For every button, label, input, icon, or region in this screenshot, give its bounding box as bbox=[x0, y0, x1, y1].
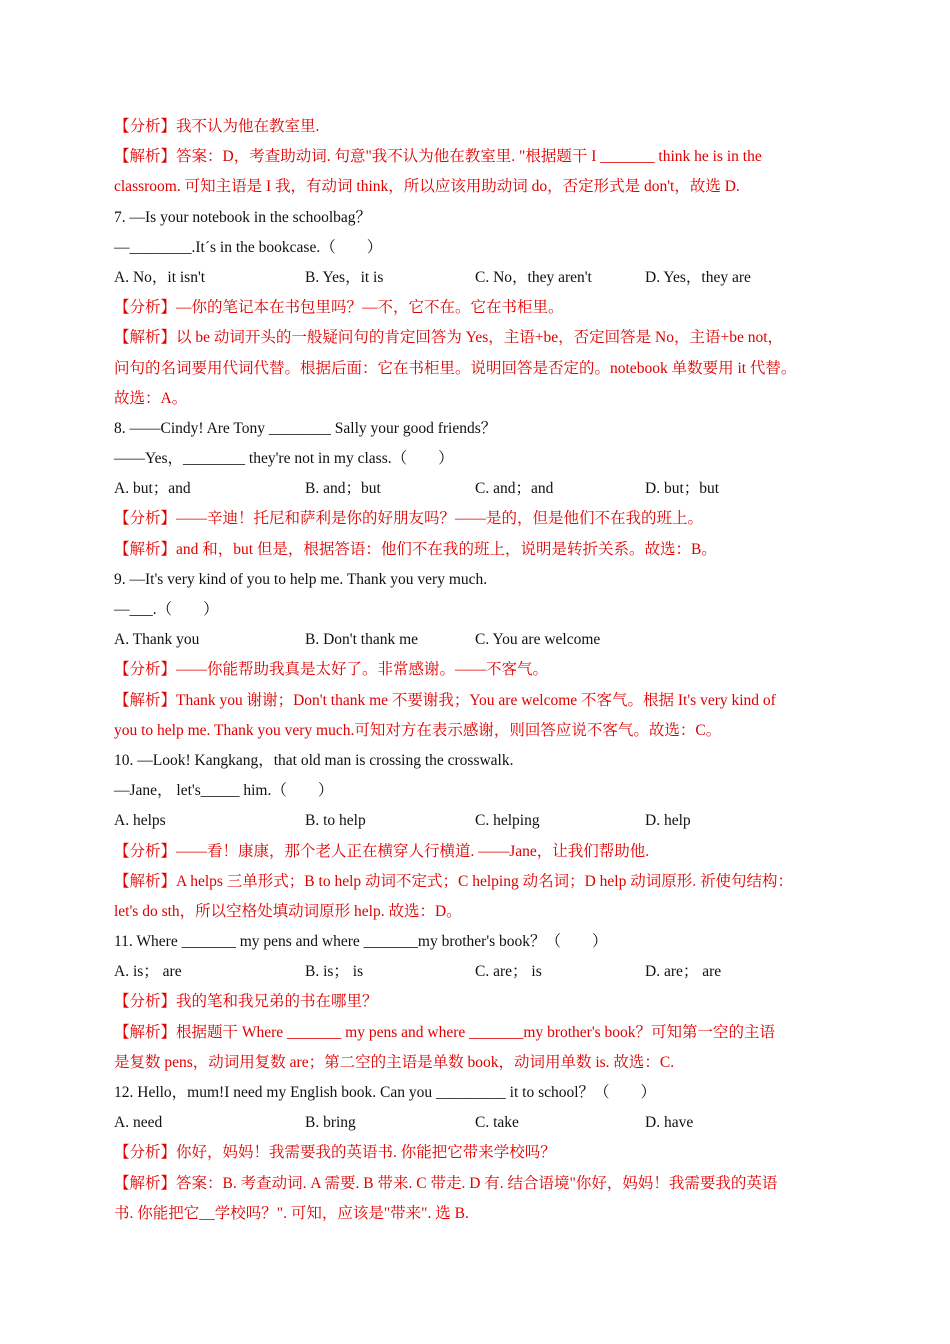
answer-option: C. take bbox=[475, 1114, 519, 1132]
answer-option: B. Yes，it is bbox=[305, 268, 384, 286]
analysis-line: 【解析】答案：B. 考查动词. A 需要. B 带来. C 带走. D 有. 结合语境"你好，妈妈！我需要我的英语 bbox=[114, 1174, 778, 1192]
answer-option: B. bring bbox=[305, 1114, 356, 1132]
analysis-line: 【解析】and 和，but 但是，根据答语：他们不在我的班上，说明是转折关系。故选：B。 bbox=[114, 540, 717, 558]
answer-option: A. need bbox=[114, 1114, 163, 1132]
analysis-line: 【分析】你好，妈妈！我需要我的英语书. 你能把它带来学校吗？ bbox=[114, 1144, 556, 1162]
answer-option: C. You are welcome bbox=[475, 631, 601, 649]
answer-option: C. are； is bbox=[475, 963, 542, 981]
question-line: ——Yes，________ they're not in my class.（ ） bbox=[114, 450, 454, 468]
analysis-line: 是复数 pens，动词用复数 are；第二空的主语是单数 book，动词用单数 is. 故选：C. bbox=[114, 1053, 675, 1071]
analysis-line: 问句的名词要用代词代替。根据后面：它在书柜里。说明回答是否定的。notebook 单数要用 it 代替。 bbox=[114, 359, 797, 377]
analysis-line: 【分析】我不认为他在教室里. bbox=[114, 118, 320, 135]
answer-option: D. Yes，they are bbox=[645, 268, 751, 286]
analysis-line: 【分析】——辛迪！托尼和萨利是你的好朋友吗？——是的，但是他们不在我的班上。 bbox=[114, 510, 704, 528]
answer-option: A. helps bbox=[114, 812, 166, 830]
answer-option: C. and；and bbox=[475, 480, 554, 498]
answer-option: B. and；but bbox=[305, 480, 381, 498]
analysis-line: 【解析】Thank you 谢谢；Don't thank me 不要谢我；You are welcome 不客气。根据 It's very kind of bbox=[114, 691, 776, 709]
question-line: 7. —Is your notebook in the schoolbag？ bbox=[114, 208, 372, 226]
question-line: 8. ——Cindy! Are Tony ________ Sally your good friends？ bbox=[114, 419, 497, 437]
answer-options bbox=[114, 263, 854, 293]
question-line: —___.（ ） bbox=[114, 601, 219, 618]
answer-option: C. helping bbox=[475, 812, 540, 830]
analysis-line: 【分析】——你能帮助我真是太好了。非常感谢。——不客气。 bbox=[114, 661, 549, 679]
answer-option: D. help bbox=[645, 812, 691, 830]
question-line: —Jane， let's_____ him.（ ） bbox=[114, 782, 334, 800]
answer-option: D. are； are bbox=[645, 963, 722, 981]
answer-option: B. Don't thank me bbox=[305, 631, 419, 649]
answer-options bbox=[114, 806, 854, 836]
answer-option: D. but；but bbox=[645, 480, 720, 498]
answer-option: A. No，it isn't bbox=[114, 268, 206, 286]
analysis-line: 【解析】以 be 动词开头的一般疑问句的肯定回答为 Yes，主语+be，否定回答是 No，主语+be not， bbox=[114, 329, 784, 347]
answer-options bbox=[114, 625, 854, 655]
analysis-line: 【解析】答案：D，考查助动词. 句意"我不认为他在教室里. "根据题干 I _______ think he is in the bbox=[114, 148, 762, 166]
answer-option: A. is； are bbox=[114, 963, 182, 981]
analysis-line: 【解析】根据题干 Where _______ my pens and where _______my brother's book？可知第一空的主语 bbox=[114, 1023, 776, 1041]
analysis-line: classroom. 可知主语是 I 我，有动词 think，所以应该用助动词 do，否定形式是 don't，故选 D. bbox=[114, 178, 740, 196]
answer-option: C. No，they aren't bbox=[475, 268, 592, 286]
question-line: 9. —It's very kind of you to help me. Thank you very much. bbox=[114, 570, 488, 588]
question-line: —________.It´s in the bookcase.（ ） bbox=[114, 238, 383, 256]
analysis-line: let's do sth，所以空格处填动词原形 help. 故选：D。 bbox=[114, 902, 462, 920]
analysis-line: you to help me. Thank you very much.可知对方在表示感谢，则回答应说不客气。故选：C。 bbox=[114, 721, 722, 739]
analysis-line: 【解析】A helps 三单形式；B to help 动词不定式；C helping 动名词；D help 动词原形. 祈使句结构： bbox=[114, 872, 793, 890]
analysis-line: 故选：A。 bbox=[114, 389, 188, 407]
question-line: 12. Hello，mum!I need my English book. Can you _________ it to school？（ ） bbox=[114, 1084, 657, 1101]
answer-options bbox=[114, 474, 854, 504]
analysis-line: 书. 你能把它__学校吗？". 可知，应该是"带来". 选 B. bbox=[114, 1204, 469, 1222]
analysis-line: 【分析】——看！康康，那个老人正在横穿人行横道. ——Jane，让我们帮助他. bbox=[114, 842, 650, 860]
answer-option: D. have bbox=[645, 1114, 694, 1132]
answer-options bbox=[114, 957, 854, 987]
document-page bbox=[114, 112, 854, 1229]
answer-option: A. Thank you bbox=[114, 631, 200, 649]
question-line: 10. —Look! Kangkang，that old man is crossing the crosswalk. bbox=[114, 751, 514, 769]
answer-option: B. is； is bbox=[305, 963, 364, 981]
analysis-line: 【分析】—你的笔记本在书包里吗？—不，它不在。它在书柜里。 bbox=[114, 299, 564, 317]
answer-option: B. to help bbox=[305, 812, 366, 830]
answer-options bbox=[114, 1108, 854, 1138]
answer-option: A. but；and bbox=[114, 480, 191, 498]
question-line: 11. Where _______ my pens and where _______my brother's book？（ ） bbox=[114, 933, 608, 951]
analysis-line: 【分析】我的笔和我兄弟的书在哪里？ bbox=[114, 993, 378, 1011]
